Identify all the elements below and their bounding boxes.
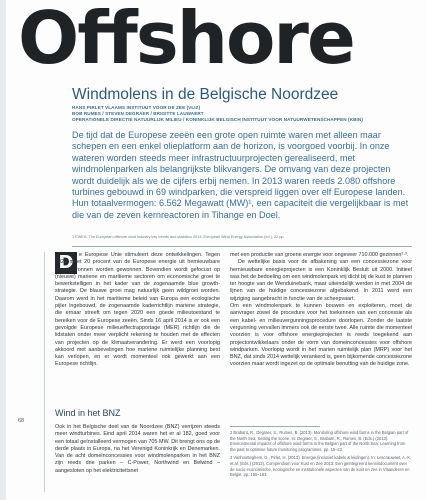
body-paragraph: e Europese Unie stimuleert deze ontwikkelingen. Tegen 2020 moet 20 procent van de Europese energie uit hernieuwbare energiebronnen worden gewonnen. Bovendien wordt gefocust op (nieuwe) mariene en maritieme sectoren om economische groei te bewerkstelligen in het kader van de zogenaamde blue growth-strategie. De blauwe groei mag natuurlijk geen wildgroei worden. Daarom werd in het maritieme beleid van Europa een ecologische pijler ingebouwd, de zogenaamde kaderrichtlijn mariene strategie, die ernaar streeft om tegen 2020 een goede milieutoestand te bereiken voor de Europese zeeën. Sinds 16 april 2014 is er ook een gevolgde Europese milieueffectrapportage (MER) richtlijn die de lidstaten onder meer verplicht rekening te houden met de effecten van projecten op de klimaatverandering. Er werd een voorlopig akkoord met aanbevelingen hoe mariene ruimtelijke planning best kan verlopen, en er wordt momenteel ook gewerkt aan een Europese richtlijn. bbox=[55, 252, 220, 368]
body-paragraph: Ook in het Belgische deel van de Noordzee (BNZ) verrijzen steeds meer windturbines. Eind april 2014 waren het er al 182, goed voor een totaal geïnstalleerd vermogen van 705 MW. Dit brengt ons op de derde plaats in Europa, na het Verenigd Koninkrijk en Denemarken. Van de acht domeinconcessies voor windmolenparken in het BNZ zijn reeds drie parken – C-Power, Northwind en Belwind – aangesloten op het elektriciteitsnet bbox=[55, 424, 220, 474]
reference-item: 3 Vanhoutteghem, G., Pirlet, H. (2013). Energie (inclusief kabels & leidingen). In: Lescrauwaet, A.-K. et al. (Eds.) (2013). Compendium voor Kust en Zee 2013: Een geïntegreerd kennisdocument over de socio-economische, ecologische en institutionele aspecten van de kust en zee in Vlaanderen en België. pp. 155–163. bbox=[230, 455, 412, 478]
body-paragraph: De wettelijke basis voor de afbakening van een concessiezone voor hernieuwbare energieprojecten is een Koninklijk Besluit uit 2000. Initieel was het de bedoeling om een windmolenpark vrij dicht bij de kust te plannen ter hoogte van de Wenduinebank, maar uiteindelijk werden in met 2004 de lijnen van de huidige concessiezone afgebakend. In 2011 werd een wijziging aangebracht in functie van de scheepvaart. bbox=[230, 259, 412, 302]
page-edge bbox=[0, 0, 6, 500]
footnote-rule bbox=[230, 426, 320, 427]
body-column-left bbox=[55, 252, 220, 369]
reference-item: 2 Brabant, R., Degraer, S., Rumes, B. (2013). Monitoring offshore wind farms in the Belgian part of the North Sea: Setting the scene. In: Degraer, S., Brabant, R., Rumes, B. (Eds.) (2013). Environmental impacts of offshore wind farms in the Belgian part of the North Sea: Learning from the past to optimise future monitoring programmes. pp. 15–23. bbox=[230, 430, 409, 452]
author-line: BOB RUMES / STEVEN DEGRAER / BRIGITTE LAUWAERT bbox=[72, 111, 204, 116]
body-paragraph: Om een windmolenpark te kunnen bouwen en exploiteren, moet de aanvrager zowel de procedure voor het toekennen van een concessie als een kabel- en milieuvergunningsprocedure doorlopen. Zonder de laatste vergunning vervallen immers ook de eerste twee. Alle ruimte die momenteel voorzien is voor offshore energieprojecten is reeds toegekend aan projectontwikkelaars onder de vorm van domeinconcessies voor offshore windparken. Voorlopig wordt in het marien ruimtelijk plan (MRP) voor het BNZ, dat sinds 2014 wettelijk verankerd is, geen bijkomende concessiezone voorzien maar wordt ingezet op de optimale benutting van de huidige zone. bbox=[230, 303, 412, 368]
margin-rule bbox=[44, 252, 45, 492]
author-line: HANS PIRLET VLAAMS INSTITUUT VOOR DE ZEE (VLIZ) bbox=[72, 105, 201, 110]
article-subtitle: Windmolens in de Belgische Noordzee bbox=[72, 86, 339, 103]
drop-cap: D bbox=[55, 252, 77, 274]
author-block bbox=[72, 105, 363, 123]
masthead-title: Offshore bbox=[18, 0, 354, 80]
intro-footnote: 1 EWEA. The European offshore wind industry key trends and statistics 2013. European Wind Energy Association (ed.), 22 pp. bbox=[72, 235, 285, 239]
intro-paragraph: De tijd dat de Europese zeeën een grote open ruimte waren met alleen maar schepen en een enkel olieplatform aan de horizon, is voorgoed voorbij. In onze wateren worden steeds meer infrastructuurprojecten gerealiseerd, met windmolenparken als belangrijkste blikvangers. De omvang van deze projecten wordt duidelijk als we de cijfers erbij nemen. In 2013 waren reeds 2.080 offshore turbines gebouwd in 69 windparken, die verspreid liggen over elf Europese landen. Hun totaalvermogen: 6.562 Megawatt (MW)¹, een capaciteit die vergelijkbaar is met die van de zeven kernreactoren in Tihange en Doel. bbox=[72, 130, 409, 220]
page-number: 68 bbox=[18, 418, 25, 424]
section-heading: Wind in het BNZ bbox=[55, 408, 121, 418]
body-paragraph: met een productie van groene energie voor ongeveer 710.000 gezinnen²·³. bbox=[230, 252, 409, 258]
body-column-right bbox=[230, 252, 412, 369]
references bbox=[230, 430, 412, 481]
divider bbox=[72, 246, 412, 247]
author-line: OPERATIONELE DIRECTIE NATUURLIJK MILIEU / KONINKLIJK BELGISCH INSTITUUT VOOR NATUURWETENSCHAPPEN (KBIN) bbox=[72, 117, 363, 122]
